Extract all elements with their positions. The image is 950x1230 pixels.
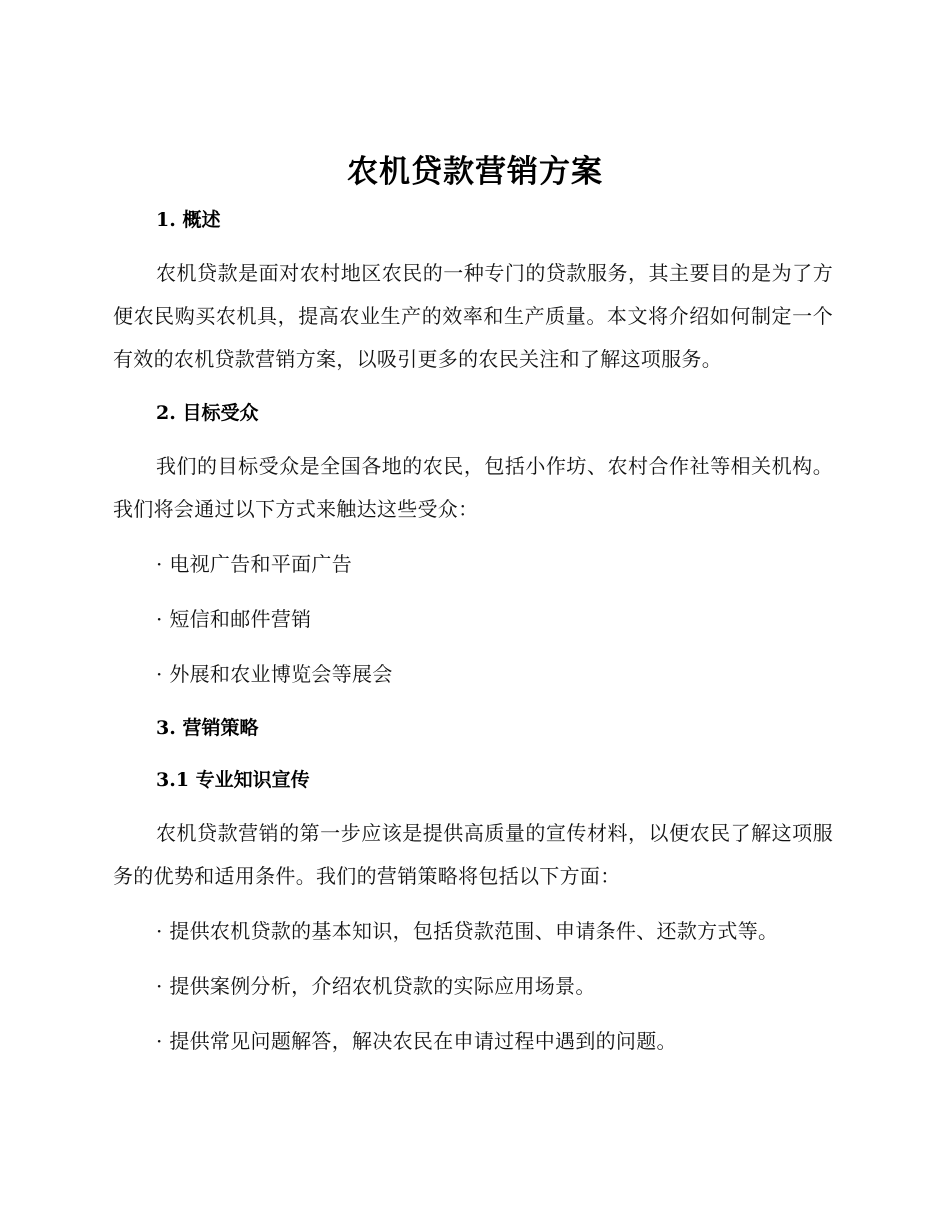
list-item: · 短信和邮件营销: [156, 607, 312, 631]
document-title: 农机贷款营销方案: [347, 154, 603, 190]
section-heading-overview: 1. 概述: [156, 209, 221, 231]
knowledge-paragraph: 农机贷款营销的第一步应该是提供高质量的宣传材料，以便农民了解这项服务的优势和适用条件。我们的营销策略将包括以下方面：: [113, 821, 833, 888]
list-item: · 提供农机贷款的基本知识，包括贷款范围、申请条件、还款方式等。: [156, 919, 779, 943]
subsection-heading-knowledge: 3.1 专业知识宣传: [156, 769, 310, 791]
overview-paragraph: 农机贷款是面对农村地区农民的一种专门的贷款服务，其主要目的是为了方便农民购买农机具，提高农业生产的效率和生产质量。本文将介绍如何制定一个有效的农机贷款营销方案，以吸引更多的农民关注和了解这项服务。: [113, 261, 833, 371]
list-item: · 提供案例分析，介绍农机贷款的实际应用场景。: [156, 974, 596, 998]
list-item: · 提供常见问题解答，解决农民在申请过程中遇到的问题。: [156, 1029, 677, 1053]
list-item: · 电视广告和平面广告: [156, 552, 353, 576]
section-heading-strategy: 3. 营销策略: [156, 717, 259, 739]
audience-paragraph: 我们的目标受众是全国各地的农民，包括小作坊、农村合作社等相关机构。我们将会通过以下方式来触达这些受众：: [113, 454, 833, 521]
section-heading-audience: 2. 目标受众: [156, 402, 259, 424]
document-body: [113, 200, 833, 1063]
list-item: · 外展和农业博览会等展会: [156, 662, 393, 686]
